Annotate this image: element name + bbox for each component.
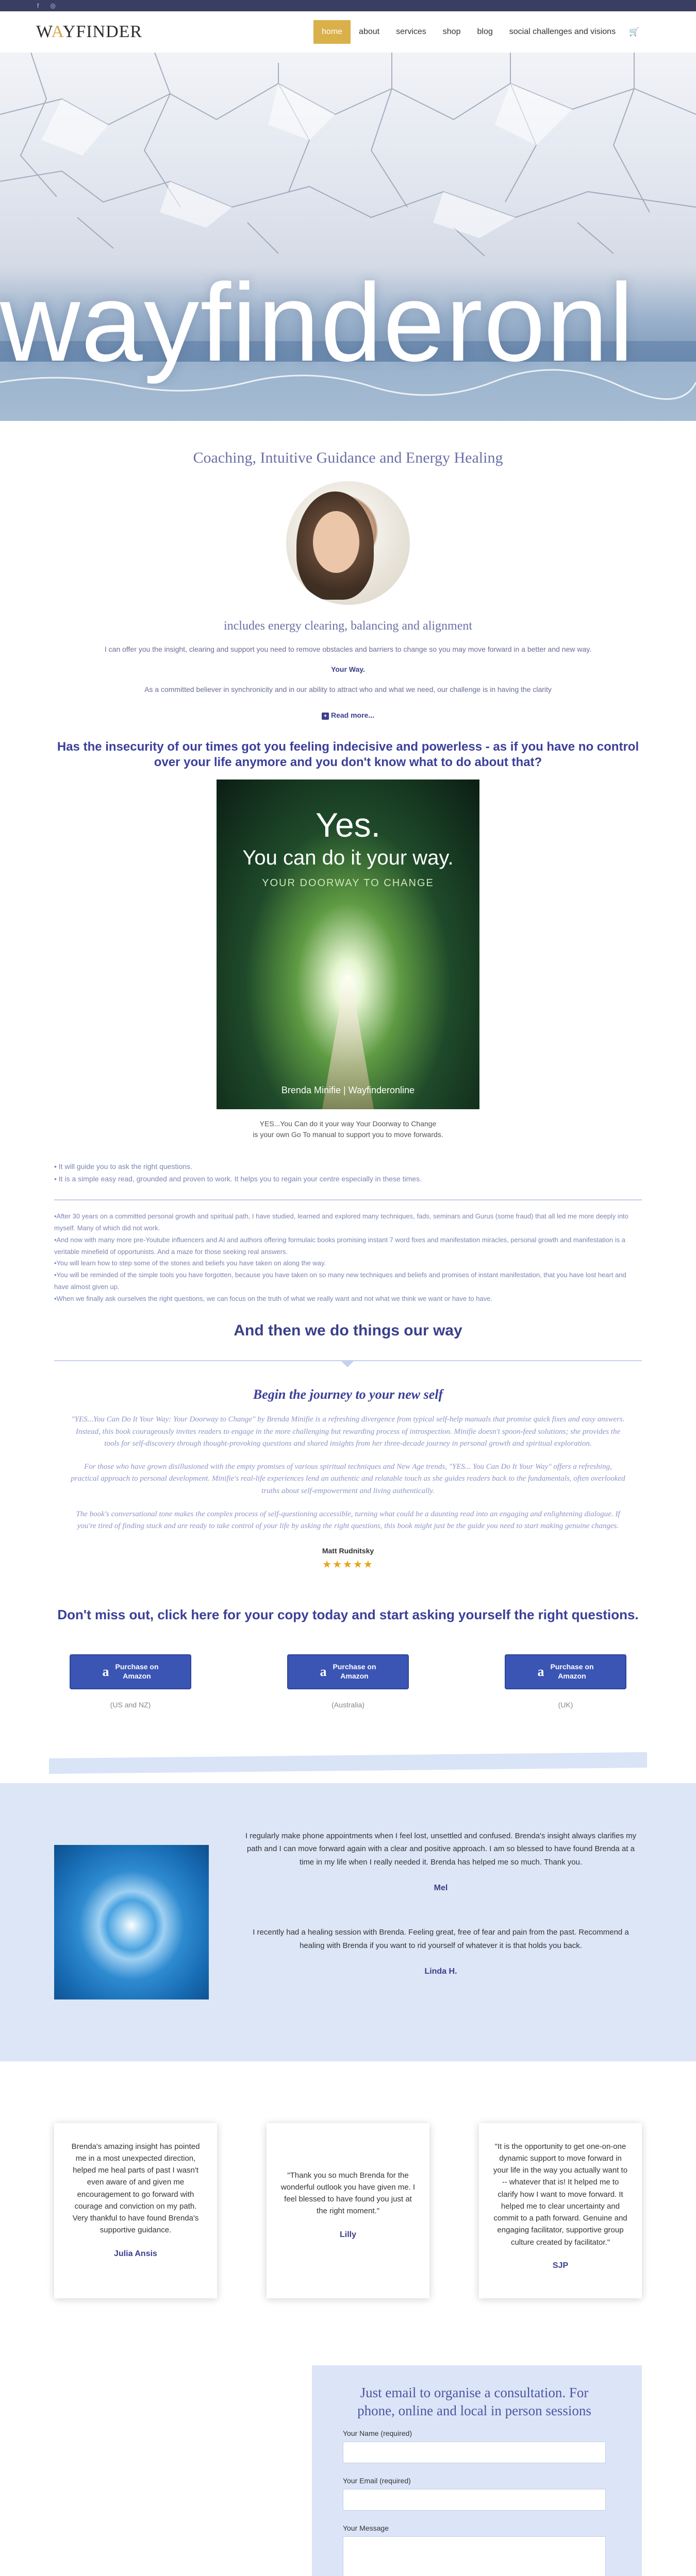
- book-author: Brenda Minifie | Wayfinderonline: [281, 1084, 415, 1095]
- read-more-link[interactable]: + Read more...: [0, 711, 696, 720]
- testimonials-section: [0, 1783, 696, 2061]
- purchase-amazon-uk-button[interactable]: a Purchase on Amazon: [505, 1654, 626, 1689]
- list-item: •And now with many more pre-Youtube influencers and AI and authors offering formulaic books promising instant 7 word fixes and manifestation miracles, personal growth and manifestation is a veritable minefield of opportunists. And a maze for those seeking real answers.: [54, 1235, 625, 1256]
- nav-blog[interactable]: blog: [477, 27, 493, 36]
- story-list: [54, 1211, 642, 1304]
- book-title: Yes.: [315, 805, 380, 844]
- review-paragraph: "YES...You Can Do It Your Way: Your Doorway to Change" by Brenda Minifie is a refreshing divergence from typical self-help manuals that promise quick fixes and easy answers. Instead, this book courageously invites readers to engage in the more challenging but rewarding process of introspection. Minifie doesn't spoon-feed solutions; she provides the tools for self-discovery through thought-provoking questions and shared insights from her three-decade journey in personal growth and spiritual exploration.: [71, 1415, 625, 1448]
- hero-headline: wayfinderonl: [0, 260, 635, 384]
- nav-shop[interactable]: shop: [442, 27, 461, 36]
- site-logo[interactable]: WAYFINDER: [36, 22, 143, 41]
- book-cover-image: [217, 779, 479, 1109]
- list-item: •After 30 years on a committed personal growth and spiritual path, I have studied, learned and explored many techniques, fads, seminars and Gurus (some fraud) that all led me more deeply into myself. Many of which did not work.: [54, 1212, 628, 1232]
- nav-home[interactable]: home: [313, 20, 351, 44]
- name-field[interactable]: [343, 2442, 606, 2463]
- plus-icon: +: [322, 713, 329, 720]
- list-item: • It is a simple easy read, grounded and proven to work. It helps you to regain your centre especially in these times.: [54, 1174, 422, 1183]
- avatar: [286, 481, 410, 605]
- review-author: Matt Rudnitsky: [322, 1547, 374, 1555]
- intro-title: Coaching, Intuitive Guidance and Energy Healing: [193, 449, 503, 466]
- review-paragraph: The book's conversational tone makes the complex process of self-questioning accessible, turning what could be a daunting read into an engaging and enlightening dialogue. If you're tired of finding stuck and are ready to take control of your life by asking the right questions, this book might just be the guide you need to start making genuine changes.: [76, 1510, 620, 1531]
- list-item: •You will learn how to step some of the stones and beliefs you have taken on along the way.: [54, 1259, 326, 1267]
- list-item: • It will guide you to ask the right questions.: [54, 1162, 192, 1171]
- amazon-icon: a: [537, 1664, 544, 1679]
- nav-social-challenges[interactable]: social challenges and visions: [509, 27, 616, 36]
- testimonial-name: SJP: [552, 2261, 569, 2270]
- site-header: [0, 11, 696, 53]
- testimonial-cards-section: [0, 2061, 696, 2329]
- list-item: •You will be reminded of the simple tools you have forgotten, because you have taken on so many new techniques and beliefs and promises of instant manifestation, that you have lost heart and have almost given up.: [54, 1271, 626, 1291]
- cta-heading[interactable]: Don't miss out, click here for your copy today and start asking yourself the right questions.: [57, 1607, 639, 1623]
- amazon-icon: a: [320, 1664, 327, 1679]
- contact-section: [0, 2329, 696, 2576]
- intro-paragraph: I can offer you the insight, clearing and support you need to remove obstacles and barriers to change so you may move forward in a better and new way.: [104, 645, 592, 653]
- amazon-region-note: (UK): [558, 1700, 573, 1709]
- purchase-amazon-us-button[interactable]: a Purchase on Amazon: [70, 1654, 191, 1689]
- intro-paragraph-2: As a committed believer in synchronicity and in our ability to attract who and what we need, our challenge is in having the clarity: [144, 685, 552, 694]
- testimonial-card: Brenda's amazing insight has pointed me in a most unexpected direction, helped me heal parts of past I wasn't even aware of and given me encouragement to go forward with courage and conviction on my path. Very thankful to have found Brenda's supportive guidance. Julia Ansis: [54, 2123, 217, 2298]
- email-field[interactable]: [343, 2489, 606, 2511]
- amazon-region-note: (Australia): [332, 1700, 364, 1709]
- testimonial-card: "It is the opportunity to get one-on-one dynamic support to move forward in your life in the way you actually want to -- whatever that is! It helped me to clarify how I want to move forward. It helped me to clear uncertainty and commit to a path forward. Genuine and engaging facilitator, supportive group culture created by facilitator." SJP: [479, 2123, 642, 2298]
- review-title: Begin the journey to your new self: [253, 1387, 443, 1402]
- star-rating-icon: ★★★★★: [322, 1559, 374, 1571]
- decorative-band: [49, 1752, 647, 1773]
- instagram-icon[interactable]: ◎: [50, 2, 56, 9]
- testimonial-text: I recently had a healing session with Brenda. Feeling great, free of fear and pain from the past. Recommend a healing with Brenda if you want to rid yourself of whatever it is that holds you back.: [253, 1928, 629, 1950]
- book-caption: YES...You Can do it your way Your Doorway to Change is your own Go To manual to support you to move forwards.: [253, 1119, 443, 1139]
- benefit-list: [54, 1161, 642, 1185]
- testimonial-text: I regularly make phone appointments when I feel lost, unsettled and confused. Brenda's insight always clarifies my path and I can move forward again with a clear and positive approach. I am so blessed to have found Brenda at a time in my life when I really needed it. Brenda has helped me so much. Thank you.: [245, 1831, 637, 1867]
- contact-heading: Just email to organise a consultation. For phone, online and local in person sessions: [357, 2384, 591, 2418]
- name-label: Your Name (required): [343, 2429, 412, 2437]
- purchase-amazon-au-button[interactable]: a Purchase on Amazon: [287, 1654, 409, 1689]
- hero-banner: [0, 53, 696, 421]
- facebook-icon[interactable]: f: [37, 2, 39, 9]
- book-review: [54, 1387, 642, 1571]
- divider: [54, 1199, 642, 1200]
- message-label: Your Message: [343, 2523, 389, 2532]
- nav-about[interactable]: about: [359, 27, 380, 36]
- review-paragraph: For those who have grown disillusioned with the empty promises of various spiritual techniques and New Age trends, "YES... You Can Do It Your Way" offers a refreshing, practical approach to personal development. Minifie's real-life experiences lend an authentic and relatable touch as she guides readers back to the fundamentals, often overlooked truths about self-empowerment and living authentically.: [71, 1463, 625, 1495]
- testimonial-name: Lilly: [339, 2230, 356, 2239]
- testimonial-name: Julia Ansis: [114, 2249, 157, 2258]
- question-heading: Has the insecurity of our times got you feeling indecisive and powerless - as if you have no control over your life anymore and you don't know what to do about that?: [57, 739, 639, 769]
- testimonial-name: Linda H.: [424, 1967, 457, 1976]
- your-way-text: Your Way.: [331, 665, 365, 674]
- amazon-icon: a: [102, 1664, 109, 1679]
- cart-icon[interactable]: 🛒: [629, 28, 639, 37]
- contact-form: [312, 2365, 642, 2576]
- testimonial-card: "Thank you so much Brenda for the wonderful outlook you have given me. I feel blessed to have found you just at the right moment." Lilly: [267, 2123, 429, 2298]
- intro-section: [0, 421, 696, 720]
- amazon-buttons: [70, 1654, 626, 1709]
- top-bar: [0, 0, 696, 11]
- list-item: •When we finally ask ourselves the right questions, we can focus on the truth of what we really want and not what we think we want or have to have.: [54, 1294, 493, 1302]
- main-nav: [313, 20, 644, 44]
- section-heading: And then we do things our way: [234, 1322, 462, 1340]
- book-tagline: YOUR DOORWAY TO CHANGE: [262, 877, 434, 889]
- book-subtitle: You can do it your way.: [242, 846, 454, 869]
- water-drop-image: [54, 1845, 209, 1999]
- intro-subtitle: includes energy clearing, balancing and alignment: [223, 619, 473, 633]
- divider-arrow: [54, 1360, 642, 1361]
- amazon-region-note: (US and NZ): [110, 1700, 151, 1709]
- nav-services[interactable]: services: [396, 27, 426, 36]
- message-field[interactable]: [343, 2536, 606, 2576]
- email-label: Your Email (required): [343, 2476, 411, 2485]
- testimonial-name: Mel: [434, 1884, 448, 1893]
